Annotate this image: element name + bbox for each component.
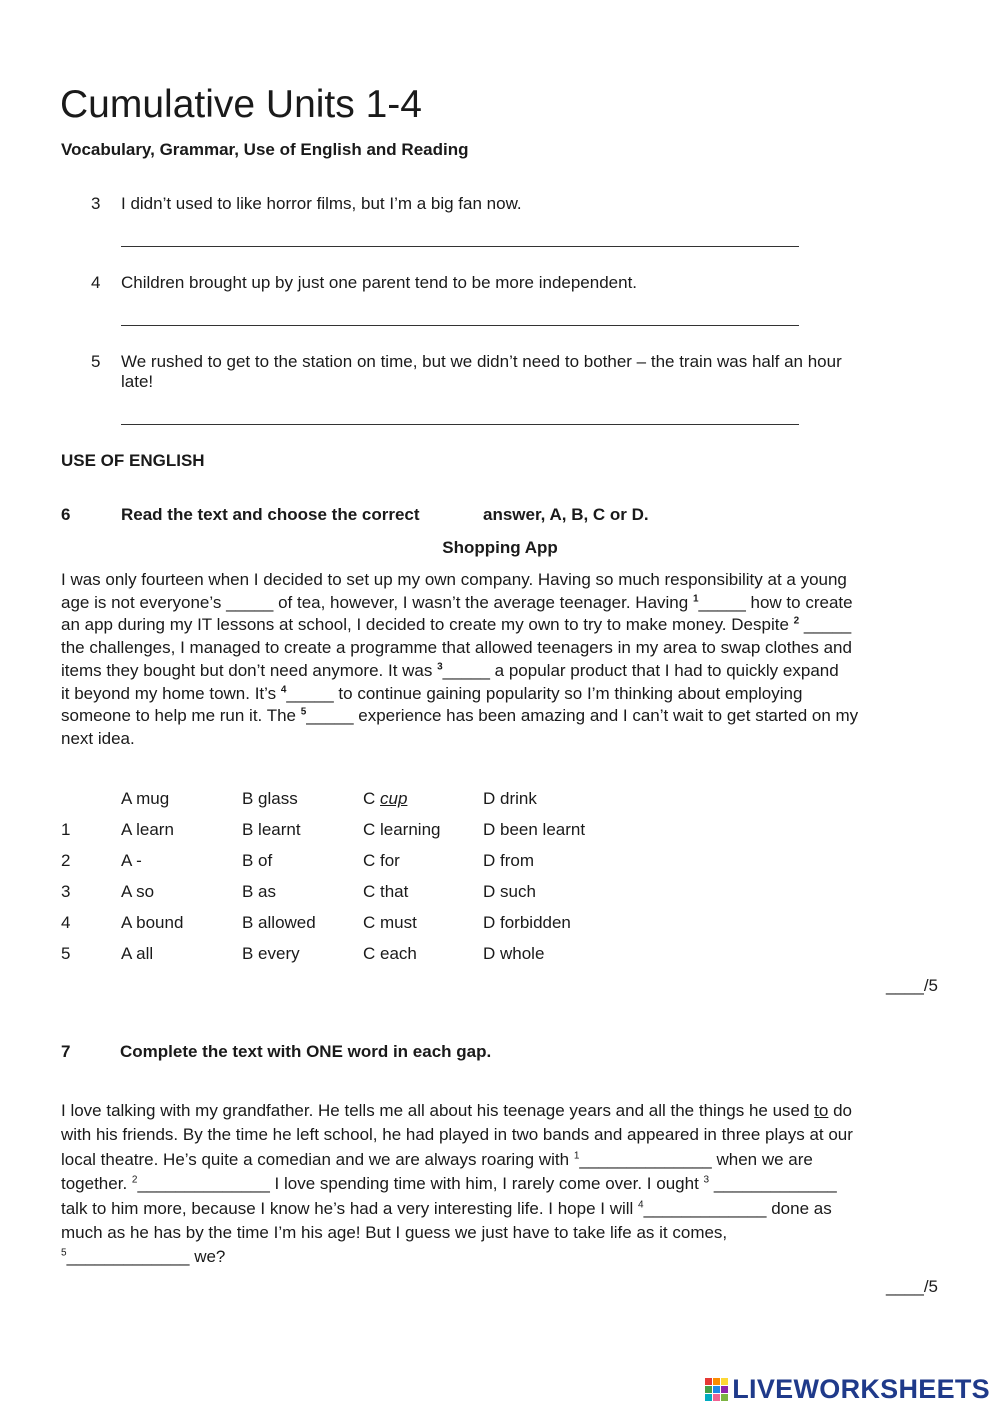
text-line: together. $^2$______________ I love spending time with him, I rarely come over. I ought $^3$ _____________	[61, 1174, 837, 1194]
text-line: items they bought but don’t need anymore. It was $^3$_____ a popular product that I had to quickly expand	[61, 660, 839, 680]
logo-square	[721, 1394, 728, 1401]
exercise-number: 7	[61, 1042, 71, 1061]
option-c[interactable]: C must	[363, 913, 417, 932]
text-line: I love talking with my grandfather. He tells me all about his teenage years and all the things he used to do	[61, 1101, 852, 1120]
option-a[interactable]: A bound	[121, 913, 184, 932]
item-number: 3	[91, 194, 101, 213]
exercise-number: 6	[61, 505, 71, 524]
item-text-line2: late!	[121, 372, 154, 391]
item-number: 5	[91, 352, 101, 371]
logo-square	[721, 1386, 728, 1393]
option-c[interactable]: C each	[363, 944, 417, 963]
option-number: 1	[61, 820, 71, 839]
answer-line[interactable]	[121, 325, 799, 326]
option-a[interactable]: A so	[121, 882, 155, 901]
answer-line[interactable]	[121, 424, 799, 425]
option-c-word: each	[380, 944, 417, 963]
logo-square	[713, 1378, 720, 1385]
gap-fill-text	[61, 1099, 853, 1270]
gap-number: 3	[703, 1174, 710, 1186]
text-line: I was only fourteen when I decided to set up my own company. Having so much responsibility at a young	[61, 570, 847, 589]
option-b[interactable]: B learnt	[242, 820, 301, 839]
answer-line[interactable]	[121, 246, 799, 247]
text-line: next idea.	[61, 728, 135, 748]
text-line: talk to him more, because I know he’s had a very interesting life. I hope I will $^4$_____________ done as	[61, 1198, 832, 1218]
option-c[interactable]: C for	[363, 851, 400, 870]
text-line: it beyond my home town. It’s $^4$_____ to continue gaining popularity so I’m thinking about employing	[61, 683, 803, 703]
option-c[interactable]: C that	[363, 882, 409, 901]
option-number: 4	[61, 913, 71, 932]
option-a[interactable]: A learn	[121, 820, 174, 839]
option-c-word: cup	[380, 789, 408, 808]
gap-number: 5	[61, 1247, 67, 1259]
logo-square	[705, 1394, 712, 1401]
gap-number: 4	[280, 683, 287, 695]
option-a[interactable]: A -	[121, 851, 142, 870]
option-d[interactable]: D whole	[483, 944, 545, 963]
gap-number: 5	[300, 706, 307, 718]
option-b[interactable]: B every	[242, 944, 300, 963]
item-text-line1: We rushed to get to the station on time, but we didn’t need to bother – the train was half an hour	[121, 352, 842, 371]
option-c-word: for	[380, 851, 400, 870]
gap-number: 1	[692, 593, 699, 605]
option-a[interactable]: A all	[121, 944, 154, 963]
page-subtitle: Vocabulary, Grammar, Use of English and Reading	[61, 140, 469, 159]
example-answer: to	[814, 1101, 829, 1120]
logo-square	[705, 1386, 712, 1393]
option-d[interactable]: D from	[483, 851, 534, 870]
option-c-word: learning	[380, 820, 441, 839]
logo-square	[721, 1378, 728, 1385]
score: ____/5	[886, 1277, 938, 1296]
exercise-instruction: Complete the text with ONE word in each gap.	[120, 1042, 492, 1061]
logo-square	[705, 1378, 712, 1385]
liveworksheets-logo[interactable]	[705, 1371, 990, 1407]
option-c-word: must	[380, 913, 417, 932]
item-number: 4	[91, 273, 101, 292]
option-b[interactable]: B allowed	[242, 913, 316, 932]
logo-square	[713, 1394, 720, 1401]
section-heading: USE OF ENGLISH	[61, 451, 205, 470]
option-b[interactable]: B of	[242, 851, 273, 870]
text-line: much as he has by the time I’m his age! But I guess we just have to take life as it comes,	[61, 1223, 728, 1243]
item-text: I didn’t used to like horror films, but I’m a big fan now.	[121, 194, 522, 213]
reading-text	[61, 569, 858, 751]
text-title: Shopping App	[442, 538, 558, 557]
gap-number: 1	[573, 1150, 580, 1162]
option-a[interactable]: A mug	[121, 789, 170, 808]
gap-number: 2	[131, 1174, 138, 1186]
item-text: Children brought up by just one parent tend to be more independent.	[121, 273, 638, 292]
gap-number: 4	[638, 1198, 644, 1210]
option-number: 5	[61, 944, 71, 963]
option-c[interactable]: C cup	[363, 789, 408, 808]
option-c-word: that	[380, 882, 409, 901]
option-b[interactable]: B as	[242, 882, 277, 901]
text-line: $^5$_____________ we?	[61, 1247, 226, 1267]
text-line: age is not everyone’s _____ of tea, however, I wasn’t the average teenager. Having $^1$_____ how to create	[61, 592, 853, 612]
option-number: 2	[61, 851, 71, 870]
text-line: local theatre. He’s quite a comedian and we are always roaring with $^1$______________ when we are	[61, 1149, 813, 1169]
option-d[interactable]: D forbidden	[483, 913, 571, 932]
exercise-instruction-a: Read the text and choose the correct	[121, 505, 420, 524]
gap-number: 3	[437, 661, 443, 673]
text-line: someone to help me run it. The $^5$_____ experience has been amazing and I can’t wait to get started on my	[61, 706, 859, 726]
gap-number: 2	[793, 615, 800, 627]
option-b[interactable]: B glass	[242, 789, 298, 808]
option-d[interactable]: D been learnt	[483, 820, 586, 839]
logo-square	[713, 1386, 720, 1393]
exercise-instruction-b: answer, A, B, C or D.	[483, 505, 649, 524]
text-line: an app during my IT lessons at school, I decided to create my own to try to make money. Despite $^2$ _____	[61, 615, 852, 635]
text-line: with his friends. By the time he left school, he had played in two bands and appeared in three plays at our	[61, 1125, 853, 1145]
logo-icon	[705, 1378, 728, 1401]
option-c[interactable]: C learning	[363, 820, 441, 839]
option-d[interactable]: D drink	[483, 789, 537, 808]
score: ____/5	[886, 976, 938, 995]
page-title: Cumulative Units 1-4	[60, 83, 422, 126]
option-d[interactable]: D such	[483, 882, 536, 901]
text-line: the challenges, I managed to create a programme that allowed teenagers in my area to swap clothes and	[61, 638, 852, 658]
gap-blank[interactable]: ______________ when we are	[579, 1149, 813, 1169]
logo-text: LIVEWORKSHEETS	[732, 1373, 990, 1404]
option-number: 3	[61, 882, 71, 901]
